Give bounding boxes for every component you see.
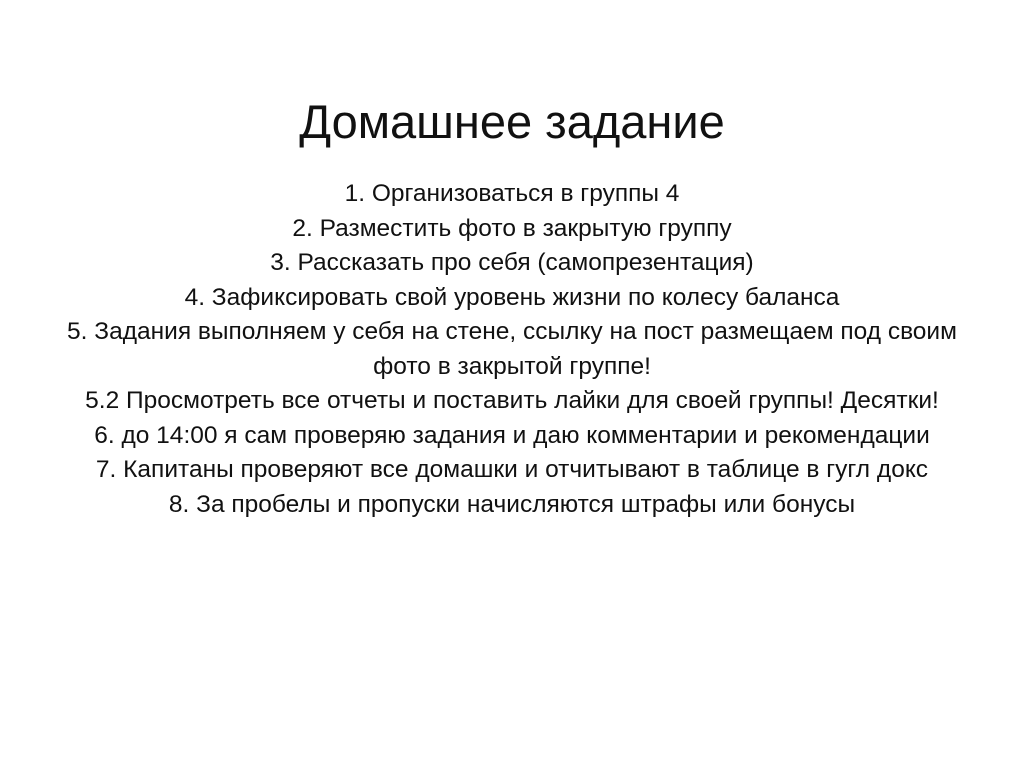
homework-task-list: [40, 177, 984, 522]
task-item-3: 3. Рассказать про себя (самопрезентация): [270, 249, 754, 276]
task-item-8: 8. За пробелы и пропуски начисляются штрафы или бонусы: [168, 490, 856, 518]
task-item-6: 6. до 14:00 я сам проверяю задания и даю комментарии и рекомендации: [94, 421, 930, 449]
task-item-2: 2. Разместить фото в закрытую группу: [292, 214, 732, 242]
task-item-1: 1. Организоваться в группы 4: [344, 180, 680, 207]
task-item-5: 5. Задания выполняем у себя на стене, ссылку на пост размещаем под своим фото в закрытой группе!: [67, 318, 957, 380]
task-item-5-2: 5.2 Просмотреть все отчеты и поставить лайки для своей группы! Десятки!: [85, 387, 939, 414]
slide-title: Домашнее задание: [299, 95, 725, 148]
task-item-7: 7. Капитаны проверяют все домашки и отчитывают в таблице в гугл докс: [95, 456, 929, 483]
task-item-4: 4. Зафиксировать свой уровень жизни по колесу баланса: [184, 283, 840, 311]
